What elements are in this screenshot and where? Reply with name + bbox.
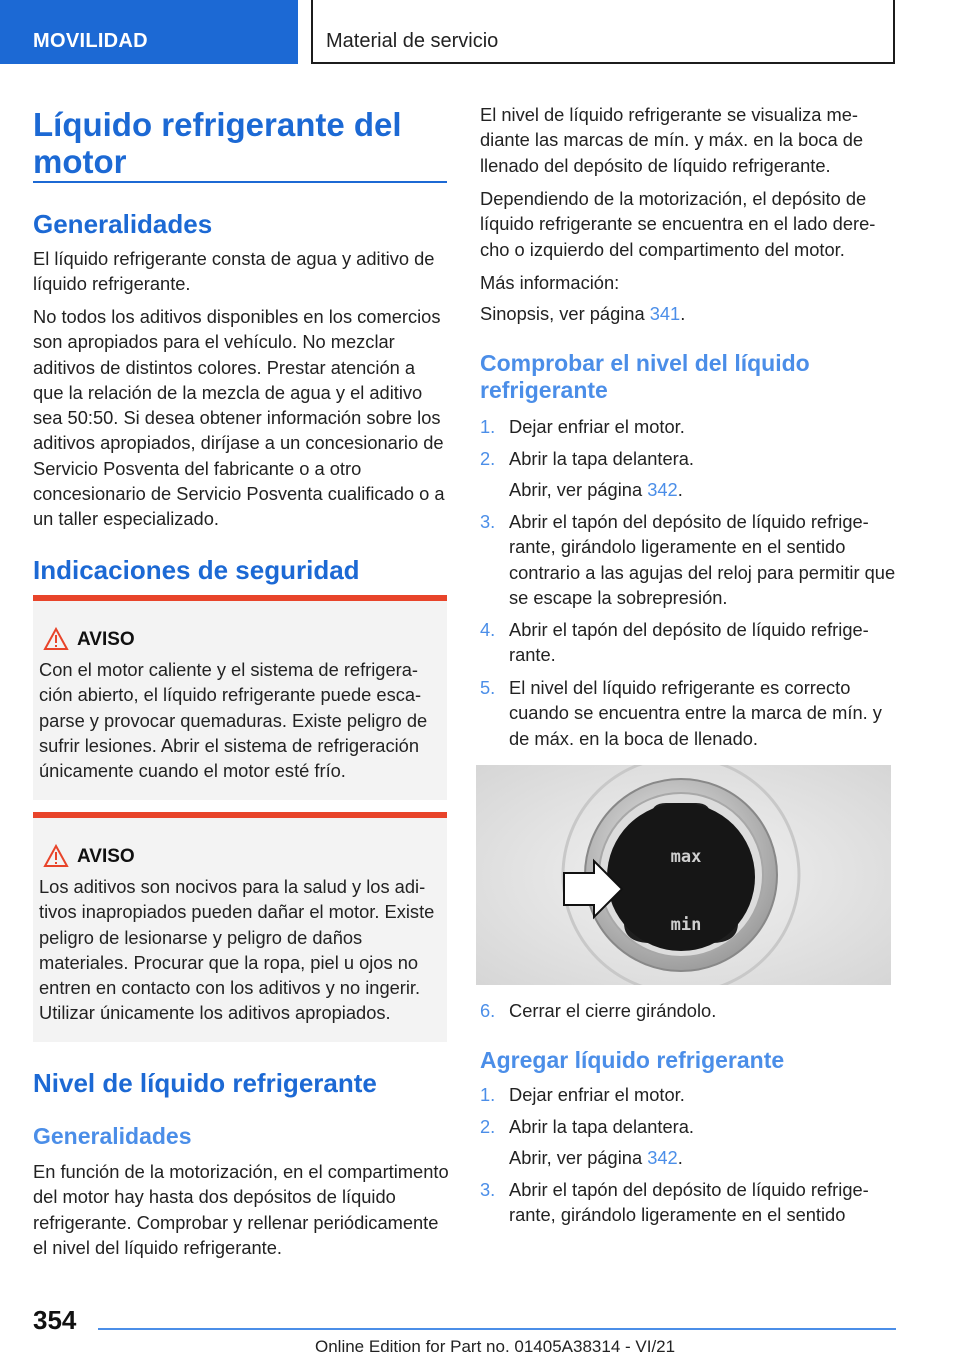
step-number: 3. (480, 511, 496, 532)
page-title-line1: Líquido refrigerante del (33, 106, 402, 143)
right-paragraph-1: El nivel de líquido refrigerante se visualiza mediante las marcas de mín. y máx. en la boca de llenado del depósito de líquido refrigerante. (480, 104, 864, 176)
step-subtext-period: . (677, 1147, 683, 1168)
step-number: 6. (480, 1000, 496, 1021)
step-text: Abrir el tapón del depósito de líquido refrigerante, girándolo ligeramente en el sentido contrario a las agujas del reloj para permitir que se escape la sobrepresión. (509, 511, 896, 608)
step-text: Cerrar el cierre girándolo. (509, 1000, 717, 1021)
sinopsis-text: Sinopsis, ver página (480, 303, 650, 324)
step-text: Dejar enfriar el motor. (509, 416, 685, 437)
footer-rule (98, 1328, 896, 1330)
warning-text-1: Con el motor caliente y el sistema de refrigeración abierto, el líquido refrigerante puede escaparse y provocar quemaduras. Existe peligro de sufrir lesiones. Abrir el sistema de refrigeración únicamente cuando el motor esté frío. (39, 659, 428, 782)
nivel-subheading: Generalidades (33, 1123, 192, 1149)
warning-box-1 (33, 595, 447, 800)
generalidades-heading: Generalidades (33, 209, 213, 239)
generalidades-paragraph-2: No todos los aditivos disponibles en los comercios son apropiados para el vehículo. No mezclar aditivos de distintos colores. Prestar atención a que la relación de la mezcla de agua y el aditivo sea 50:50. Si desea obtener información sobre los aditivos apropiados, diríjase a un concesionario de Servicio Posventa del fabricante o a otro concesionario de Servicio Posventa cualificado o a un taller especializado. (33, 306, 445, 530)
check-heading (480, 350, 896, 404)
step-subtext-prefix: Abrir, ver página (509, 1147, 648, 1168)
sinopsis-period: . (680, 303, 686, 324)
right-paragraph-3: Más información: (480, 272, 620, 293)
check-heading-line1: Comprobar el nivel del líquido (480, 350, 810, 376)
warning-title-2: AVISO (77, 846, 135, 867)
max-mark-label: max (670, 847, 702, 867)
right-paragraph-2: Dependiendo de la motorización, el depósito de líquido refrigerante se encuentra en el lado derecho o izquierdo del compartimento del motor. (480, 188, 876, 260)
step-number: 5. (480, 677, 496, 698)
nivel-paragraph: En función de la motorización, en el compartimento del motor hay hasta dos depósitos de líquido refrigerante. Comprobar y rellenar periódicamente el nivel del líquido refrigerante. (33, 1161, 449, 1258)
step-subtext (509, 1145, 899, 1170)
step-text: Abrir el tapón del depósito de líquido refrigerante. (509, 619, 869, 666)
nivel-heading: Nivel de líquido refrigerante (33, 1068, 377, 1098)
tapa-page-link[interactable]: 342 (647, 1147, 678, 1168)
page-number: 354 (33, 1305, 77, 1335)
step-number: 3. (480, 1179, 496, 1200)
min-mark-label: min (670, 915, 702, 935)
header-subsection-label: Material de servicio (326, 30, 499, 52)
step-text: Abrir la tapa delantera. (509, 1116, 694, 1137)
step-number: 2. (480, 448, 496, 469)
header-section-label: MOVILIDAD (33, 30, 148, 52)
safety-heading: Indicaciones de seguridad (33, 555, 360, 585)
step-number: 4. (480, 619, 496, 640)
page-title (33, 106, 447, 180)
check-heading-line2: refrigerante (480, 377, 608, 403)
right-paragraph-4 (480, 301, 896, 326)
generalidades-paragraph-1: El líquido refrigerante consta de agua y aditivo de líquido refrigerante. (33, 248, 435, 295)
step-number: 1. (480, 416, 496, 437)
step-text: Abrir el tapón del depósito de líquido refrigerante, girándolo ligeramente en el sentido (509, 1179, 869, 1226)
warning-title-1: AVISO (77, 629, 135, 650)
step-text: Abrir la tapa delantera. (509, 448, 694, 469)
warning-box-2 (33, 812, 447, 1042)
warning-triangle-icon (43, 844, 69, 868)
step-subtext-prefix: Abrir, ver página (509, 479, 648, 500)
warning-triangle-icon (43, 627, 69, 651)
tapa-page-link[interactable]: 342 (647, 479, 678, 500)
step-text: El nivel del líquido refrigerante es correcto cuando se encuentra entre la marca de mín. y de máx. en la boca de llenado. (509, 677, 882, 749)
step-subtext-period: . (677, 479, 683, 500)
footer-edition: Online Edition for Part no. 01405A38314 - VI/21 (315, 1337, 676, 1356)
title-rule (33, 181, 447, 183)
header-section-tab[interactable] (0, 0, 298, 64)
add-heading: Agregar líquido refrigerante (480, 1047, 785, 1073)
warning-text-2: Los aditivos son nocivos para la salud y los aditivos inapropiados pueden dañar el motor. Existe peligro de lesionarse y peligro de daños materiales. Procurar que la ropa, piel u ojos no entren en contacto con los aditivos y no ingerir. Utilizar únicamente los aditivos apropiados. (39, 876, 435, 1024)
step-text: Dejar enfriar el motor. (509, 1084, 685, 1105)
sinopsis-page-link[interactable]: 341 (649, 303, 681, 324)
step-subtext (509, 477, 899, 502)
header-subsection-tab[interactable] (311, 0, 895, 64)
step-number: 1. (480, 1084, 496, 1105)
coolant-level-figure (476, 765, 891, 985)
step-number: 2. (480, 1116, 496, 1137)
page-title-line2: motor (33, 143, 127, 180)
coolant-filler-illustration (476, 765, 891, 985)
